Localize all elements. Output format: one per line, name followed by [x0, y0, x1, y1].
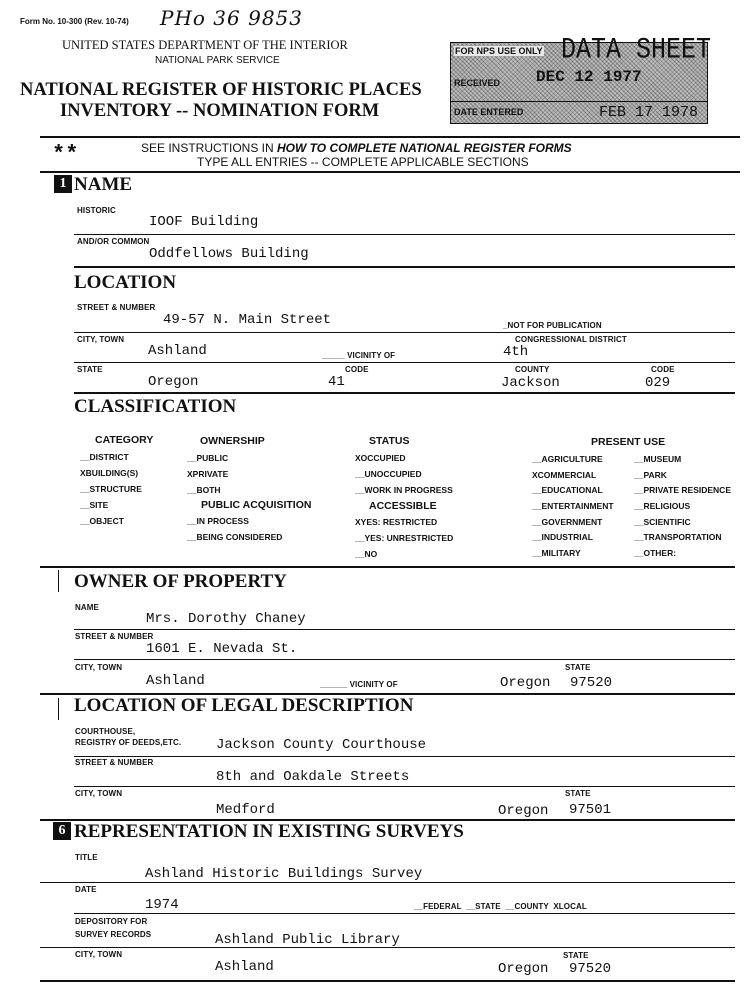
- present-use-right-list: [634, 454, 731, 564]
- courthouse-label-line1: COURTHOUSE,: [75, 727, 136, 736]
- depository-value: Ashland Public Library: [215, 932, 400, 948]
- form-title-line2: INVENTORY -- NOMINATION FORM: [60, 101, 380, 121]
- category-heading: CATEGORY: [95, 434, 154, 446]
- survey-city-label: CITY, TOWN: [75, 950, 123, 959]
- owner-city-value: Ashland: [146, 673, 205, 689]
- legal-state-label: STATE: [565, 789, 591, 798]
- owner-state-value: Oregon: [500, 675, 551, 691]
- use-agriculture: __AGRICULTURE: [532, 454, 603, 464]
- owner-street-label: STREET & NUMBER: [75, 632, 154, 641]
- status-work-in-progress: __WORK IN PROGRESS: [355, 485, 453, 495]
- legal-margin-mark: [58, 698, 59, 720]
- use-entertainment: __ENTERTAINMENT: [532, 501, 614, 512]
- status-unoccupied: __UNOCCUPIED: [355, 469, 422, 479]
- use-museum: __MUSEUM: [634, 454, 682, 464]
- state-code-value: 41: [328, 374, 345, 390]
- common-name-value: Oddfellows Building: [149, 246, 309, 262]
- acquisition-list: [187, 516, 282, 548]
- location-heading: LOCATION: [74, 272, 177, 293]
- not-for-publication: _NOT FOR PUBLICATION: [503, 321, 602, 330]
- county-code-label: CODE: [651, 365, 675, 374]
- owner-name-value: Mrs. Dorothy Chaney: [146, 611, 306, 627]
- use-park: __PARK: [634, 469, 667, 480]
- ownership-both: __BOTH: [187, 485, 221, 495]
- status-heading: STATUS: [369, 435, 410, 447]
- accessible-heading: ACCESSIBLE: [369, 500, 437, 512]
- ownership-private: XPRIVATE: [187, 469, 229, 479]
- ownership-list: [187, 453, 228, 501]
- public-acquisition-heading: PUBLIC ACQUISITION: [201, 499, 312, 511]
- owner-margin-mark: [58, 570, 59, 592]
- county-code-value: 029: [645, 375, 671, 391]
- classification-heading: CLASSIFICATION: [74, 396, 237, 417]
- handwritten-id: PHo 36 9853: [160, 6, 304, 30]
- county-label: COUNTY: [515, 365, 550, 374]
- survey-title-value: Ashland Historic Buildings Survey: [145, 866, 423, 882]
- courthouse-label-line2: REGISTRY OF DEEDS,ETC.: [75, 738, 182, 747]
- legal-street-label: STREET & NUMBER: [75, 758, 154, 767]
- legal-zip: 97501: [569, 802, 612, 818]
- location-city-label: CITY, TOWN: [77, 335, 125, 344]
- nps-use-box: [450, 32, 712, 124]
- status-list: [355, 453, 453, 501]
- survey-levels: __FEDERAL __STATE __COUNTY XLOCAL: [414, 902, 587, 911]
- owner-street-value: 1601 E. Nevada St.: [146, 641, 298, 657]
- form-title-line1: NATIONAL REGISTER OF HISTORIC PLACES: [20, 80, 422, 100]
- survey-title-label: TITLE: [75, 853, 98, 862]
- depository-label-line2: SURVEY RECORDS: [75, 930, 152, 939]
- name-heading: NAME: [74, 174, 133, 195]
- category-site: __SITE: [80, 500, 109, 510]
- survey-date-value: 1974: [145, 897, 179, 913]
- survey-state-value: Oregon: [498, 961, 549, 977]
- owner-heading: OWNER OF PROPERTY: [74, 571, 287, 592]
- data-sheet-stamp: DATA SHEET: [561, 32, 712, 67]
- use-government: __GOVERNMENT: [532, 516, 603, 527]
- location-street-label: STREET & NUMBER: [77, 303, 156, 312]
- accessible-restricted: XYES: RESTRICTED: [355, 517, 438, 527]
- asterisk-mark: **: [52, 142, 79, 167]
- use-scientific: __SCIENTIFIC: [634, 516, 691, 527]
- category-district: __DISTRICT: [80, 452, 129, 462]
- legal-street-value: 8th and Oakdale Streets: [216, 769, 410, 785]
- location-state-label: STATE: [77, 365, 103, 374]
- survey-state-label: STATE: [563, 951, 589, 960]
- form-number: Form No. 10-300 (Rev. 10-74): [20, 17, 129, 26]
- use-commercial: XCOMMERCIAL: [532, 469, 597, 480]
- owner-zip: 97520: [570, 675, 613, 691]
- legal-city-value: Medford: [216, 802, 275, 818]
- survey-zip: 97520: [569, 961, 612, 977]
- location-street-value: 49-57 N. Main Street: [163, 312, 332, 328]
- acquisition-being-considered: __BEING CONSIDERED: [187, 532, 283, 542]
- use-private-residence: __PRIVATE RESIDENCE: [634, 485, 731, 496]
- legal-heading: LOCATION OF LEGAL DESCRIPTION: [74, 695, 414, 716]
- owner-vicinity-label: ______ VICINITY OF: [320, 680, 398, 689]
- use-other: __OTHER:: [634, 548, 677, 559]
- county-value: Jackson: [501, 375, 560, 391]
- surveys-heading: REPRESENTATION IN EXISTING SURVEYS: [74, 821, 464, 842]
- depository-label-line1: DEPOSITORY FOR: [75, 917, 148, 926]
- location-vicinity-label: _____ VICINITY OF: [322, 351, 396, 360]
- received-date: DEC 12 1977: [536, 68, 642, 86]
- date-entered-label: DATE ENTERED: [454, 107, 524, 117]
- historic-value: IOOF Building: [149, 214, 259, 230]
- courthouse-value: Jackson County Courthouse: [216, 737, 427, 753]
- accessible-list: [355, 517, 453, 565]
- category-structure: __STRUCTURE: [80, 484, 142, 494]
- department-name: UNITED STATES DEPARTMENT OF THE INTERIOR: [62, 38, 348, 52]
- accessible-unrestricted: __YES: UNRESTRICTED: [355, 533, 454, 543]
- category-building: XBUILDING(S): [80, 468, 139, 478]
- use-educational: __EDUCATIONAL: [532, 485, 603, 496]
- owner-name-label: NAME: [75, 603, 99, 612]
- use-military: __MILITARY: [532, 548, 581, 559]
- common-name-label: AND/OR COMMON: [77, 237, 150, 246]
- survey-city-value: Ashland: [215, 959, 274, 975]
- present-use-heading: PRESENT USE: [591, 436, 666, 448]
- use-transportation: __TRANSPORTATION: [634, 532, 722, 543]
- state-code-label: CODE: [345, 365, 369, 374]
- congressional-district-label: CONGRESSIONAL DISTRICT: [515, 335, 627, 344]
- received-label: RECEIVED: [454, 78, 501, 88]
- nps-use-only-label: FOR NPS USE ONLY: [455, 46, 543, 56]
- accessible-no: __NO: [355, 549, 378, 559]
- category-list: [80, 452, 142, 532]
- instructions-italic: HOW TO COMPLETE NATIONAL REGISTER FORMS: [277, 141, 572, 155]
- acquisition-in-process: __IN PROCESS: [187, 516, 249, 526]
- instructions-prefix: SEE INSTRUCTIONS IN: [141, 141, 278, 155]
- use-industrial: __INDUSTRIAL: [532, 532, 593, 543]
- congressional-district-value: 4th: [503, 344, 529, 360]
- historic-label: HISTORIC: [77, 206, 116, 215]
- service-name: NATIONAL PARK SERVICE: [155, 55, 280, 66]
- use-religious: __RELIGIOUS: [634, 501, 691, 512]
- ownership-public: __PUBLIC: [187, 453, 229, 463]
- section-number-6: 6: [53, 822, 71, 840]
- instructions-line1: [141, 141, 572, 155]
- legal-city-label: CITY, TOWN: [75, 789, 123, 798]
- category-object: __OBJECT: [80, 516, 124, 526]
- section-number-1: 1: [54, 175, 72, 193]
- ownership-heading: OWNERSHIP: [200, 435, 265, 447]
- owner-city-label: CITY, TOWN: [75, 663, 123, 672]
- vicinity-of-text: VICINITY OF: [347, 351, 396, 360]
- present-use-left-list: [532, 454, 614, 564]
- location-city-value: Ashland: [148, 343, 207, 359]
- owner-state-label: STATE: [565, 663, 591, 672]
- status-occupied: XOCCUPIED: [355, 453, 406, 463]
- legal-state-value: Oregon: [498, 803, 549, 819]
- location-state-value: Oregon: [148, 374, 199, 390]
- instructions-line2: TYPE ALL ENTRIES -- COMPLETE APPLICABLE SECTIONS: [197, 155, 529, 169]
- date-entered-value: FEB 17 1978: [599, 104, 699, 121]
- survey-date-label: DATE: [75, 885, 97, 894]
- owner-vicinity-text: VICINITY OF: [349, 680, 398, 689]
